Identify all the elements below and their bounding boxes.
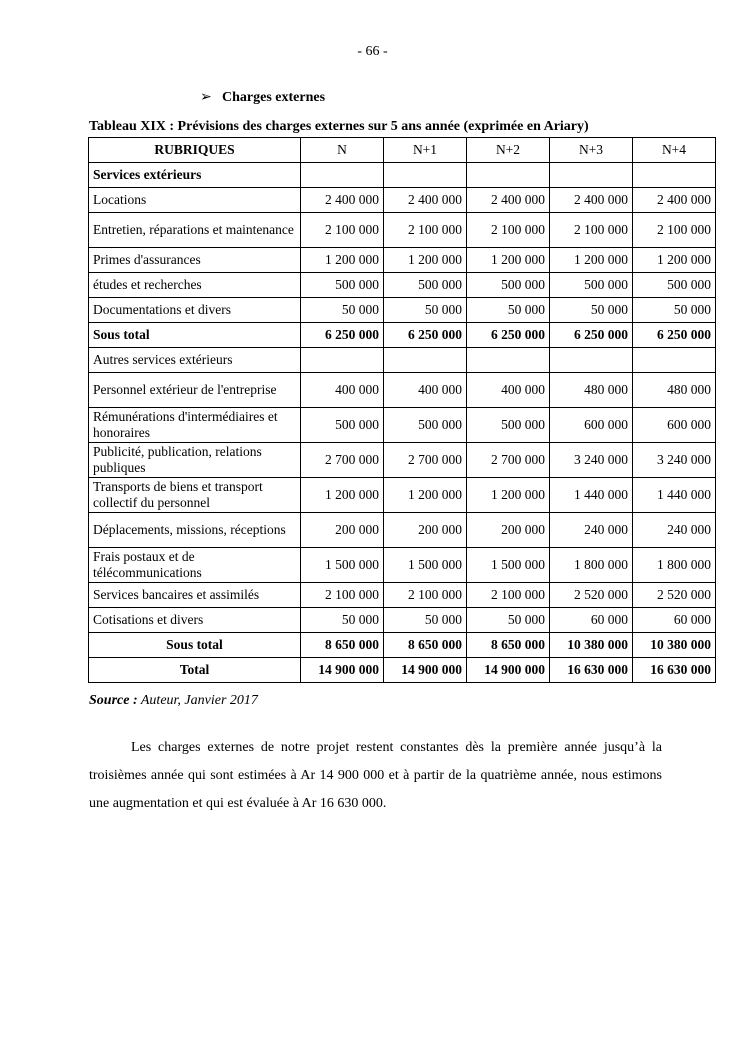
row-label: Locations: [89, 188, 301, 213]
row-label: Transports de biens et transport collectif du personnel: [89, 478, 301, 513]
row-value: [301, 163, 384, 188]
row-value: 480 000: [550, 373, 633, 408]
row-value: 2 400 000: [384, 188, 467, 213]
row-value: 500 000: [633, 273, 716, 298]
row-value: 3 240 000: [633, 443, 716, 478]
row-value: 500 000: [384, 408, 467, 443]
row-value: 8 650 000: [301, 633, 384, 658]
row-value: 480 000: [633, 373, 716, 408]
row-value: 600 000: [550, 408, 633, 443]
row-value: [384, 163, 467, 188]
table-row: [89, 513, 716, 548]
header-year-n: N: [301, 138, 384, 163]
page-number: - 66 -: [357, 44, 388, 59]
row-value: 6 250 000: [384, 323, 467, 348]
row-value: 6 250 000: [633, 323, 716, 348]
header-rubriques: RUBRIQUES: [89, 138, 301, 163]
table-row: [89, 248, 716, 273]
table-row: [89, 658, 716, 683]
row-value: 6 250 000: [550, 323, 633, 348]
table-row: [89, 583, 716, 608]
row-value: 500 000: [467, 408, 550, 443]
table-row: [89, 273, 716, 298]
row-value: 3 240 000: [550, 443, 633, 478]
row-label: Rémunérations d'intermédiaires et honoraires: [89, 408, 301, 443]
row-label: Déplacements, missions, réceptions: [89, 513, 301, 548]
source-prefix: Source :: [89, 693, 138, 708]
row-value: 8 650 000: [384, 633, 467, 658]
row-value: 6 250 000: [301, 323, 384, 348]
row-value: 2 520 000: [633, 583, 716, 608]
row-value: 2 100 000: [384, 583, 467, 608]
row-label: Personnel extérieur de l'entreprise: [89, 373, 301, 408]
row-value: 1 200 000: [384, 478, 467, 513]
row-value: 1 200 000: [384, 248, 467, 273]
row-value: 240 000: [633, 513, 716, 548]
row-label: Entretien, réparations et maintenance: [89, 213, 301, 248]
row-value: 16 630 000: [633, 658, 716, 683]
table-row: [89, 213, 716, 248]
row-label: Services extérieurs: [89, 163, 301, 188]
row-value: 2 100 000: [467, 583, 550, 608]
row-label: Total: [89, 658, 301, 683]
row-value: 50 000: [301, 608, 384, 633]
row-value: 2 100 000: [301, 213, 384, 248]
row-value: 8 650 000: [467, 633, 550, 658]
row-value: 1 500 000: [301, 548, 384, 583]
source-text: Auteur, Janvier 2017: [137, 693, 258, 708]
row-value: 1 500 000: [384, 548, 467, 583]
header-year-n4: N+4: [633, 138, 716, 163]
row-label: Sous total: [89, 633, 301, 658]
table-header-row: [89, 138, 716, 163]
row-value: 2 100 000: [384, 213, 467, 248]
row-value: 400 000: [301, 373, 384, 408]
table-row: [89, 348, 716, 373]
table-row: [89, 408, 716, 443]
row-value: 400 000: [384, 373, 467, 408]
row-value: 2 400 000: [467, 188, 550, 213]
row-value: 50 000: [301, 298, 384, 323]
row-value: 1 440 000: [633, 478, 716, 513]
row-value: 14 900 000: [301, 658, 384, 683]
row-value: 2 100 000: [633, 213, 716, 248]
row-label: Cotisations et divers: [89, 608, 301, 633]
row-value: 14 900 000: [384, 658, 467, 683]
header-year-n3: N+3: [550, 138, 633, 163]
row-value: 1 440 000: [550, 478, 633, 513]
row-value: 1 200 000: [550, 248, 633, 273]
row-value: 500 000: [384, 273, 467, 298]
row-value: [633, 163, 716, 188]
header-year-n1: N+1: [384, 138, 467, 163]
row-value: 2 700 000: [384, 443, 467, 478]
row-value: 1 200 000: [301, 478, 384, 513]
table-caption: Tableau XIX : Prévisions des charges externes sur 5 ans année (exprimée en Ariary): [89, 119, 589, 134]
row-value: [550, 163, 633, 188]
charges-table: [88, 137, 716, 683]
body-paragraph: Les charges externes de notre projet restent constantes dès la première année jusqu’à la troisièmes année qui sont estimées à Ar 14 900 000 et à partir de la quatrième année, nous estimons une augmentation et qui est évaluée à Ar 16 630 000.: [89, 740, 662, 811]
section-title: Charges externes: [222, 90, 326, 105]
row-value: 14 900 000: [467, 658, 550, 683]
row-value: 2 700 000: [467, 443, 550, 478]
row-value: 500 000: [467, 273, 550, 298]
row-value: 50 000: [467, 608, 550, 633]
row-value: 50 000: [633, 298, 716, 323]
row-value: [467, 163, 550, 188]
row-value: 50 000: [467, 298, 550, 323]
row-value: 1 200 000: [633, 248, 716, 273]
table-row: [89, 373, 716, 408]
row-value: 50 000: [384, 298, 467, 323]
row-value: 60 000: [550, 608, 633, 633]
row-value: 10 380 000: [633, 633, 716, 658]
row-value: 240 000: [550, 513, 633, 548]
row-value: 2 100 000: [467, 213, 550, 248]
arrow-bullet-icon: ➢: [200, 90, 212, 105]
table-body: [89, 163, 716, 683]
row-value: 2 520 000: [550, 583, 633, 608]
row-value: 1 200 000: [301, 248, 384, 273]
row-value: 500 000: [301, 408, 384, 443]
table-row: [89, 478, 716, 513]
table-row: [89, 323, 716, 348]
row-label: Publicité, publication, relations publiques: [89, 443, 301, 478]
table-row: [89, 443, 716, 478]
row-label: Frais postaux et de télécommunications: [89, 548, 301, 583]
row-value: 1 800 000: [550, 548, 633, 583]
section-heading: [200, 89, 325, 106]
row-value: 200 000: [384, 513, 467, 548]
table-row: [89, 608, 716, 633]
row-value: 200 000: [467, 513, 550, 548]
row-value: [301, 348, 384, 373]
row-value: 60 000: [633, 608, 716, 633]
row-label: Documentations et divers: [89, 298, 301, 323]
row-value: [550, 348, 633, 373]
row-value: 50 000: [550, 298, 633, 323]
header-year-n2: N+2: [467, 138, 550, 163]
row-label: Sous total: [89, 323, 301, 348]
row-value: 50 000: [384, 608, 467, 633]
row-value: 500 000: [550, 273, 633, 298]
row-value: 2 700 000: [301, 443, 384, 478]
row-value: 2 400 000: [301, 188, 384, 213]
row-value: 1 500 000: [467, 548, 550, 583]
row-value: 2 100 000: [301, 583, 384, 608]
row-label: Autres services extérieurs: [89, 348, 301, 373]
table-row: [89, 548, 716, 583]
row-value: 2 400 000: [633, 188, 716, 213]
row-value: 16 630 000: [550, 658, 633, 683]
row-value: 600 000: [633, 408, 716, 443]
row-value: 2 100 000: [550, 213, 633, 248]
table-row: [89, 298, 716, 323]
row-value: 400 000: [467, 373, 550, 408]
row-value: 1 200 000: [467, 248, 550, 273]
row-value: 6 250 000: [467, 323, 550, 348]
table-row: [89, 188, 716, 213]
row-value: 10 380 000: [550, 633, 633, 658]
row-value: 1 800 000: [633, 548, 716, 583]
row-value: 500 000: [301, 273, 384, 298]
row-label: Services bancaires et assimilés: [89, 583, 301, 608]
row-value: [633, 348, 716, 373]
row-label: Primes d'assurances: [89, 248, 301, 273]
row-label: études et recherches: [89, 273, 301, 298]
row-value: 1 200 000: [467, 478, 550, 513]
table-source: [89, 693, 258, 709]
row-value: 200 000: [301, 513, 384, 548]
row-value: [467, 348, 550, 373]
table-row: [89, 163, 716, 188]
row-value: 2 400 000: [550, 188, 633, 213]
table-row: [89, 633, 716, 658]
row-value: [384, 348, 467, 373]
